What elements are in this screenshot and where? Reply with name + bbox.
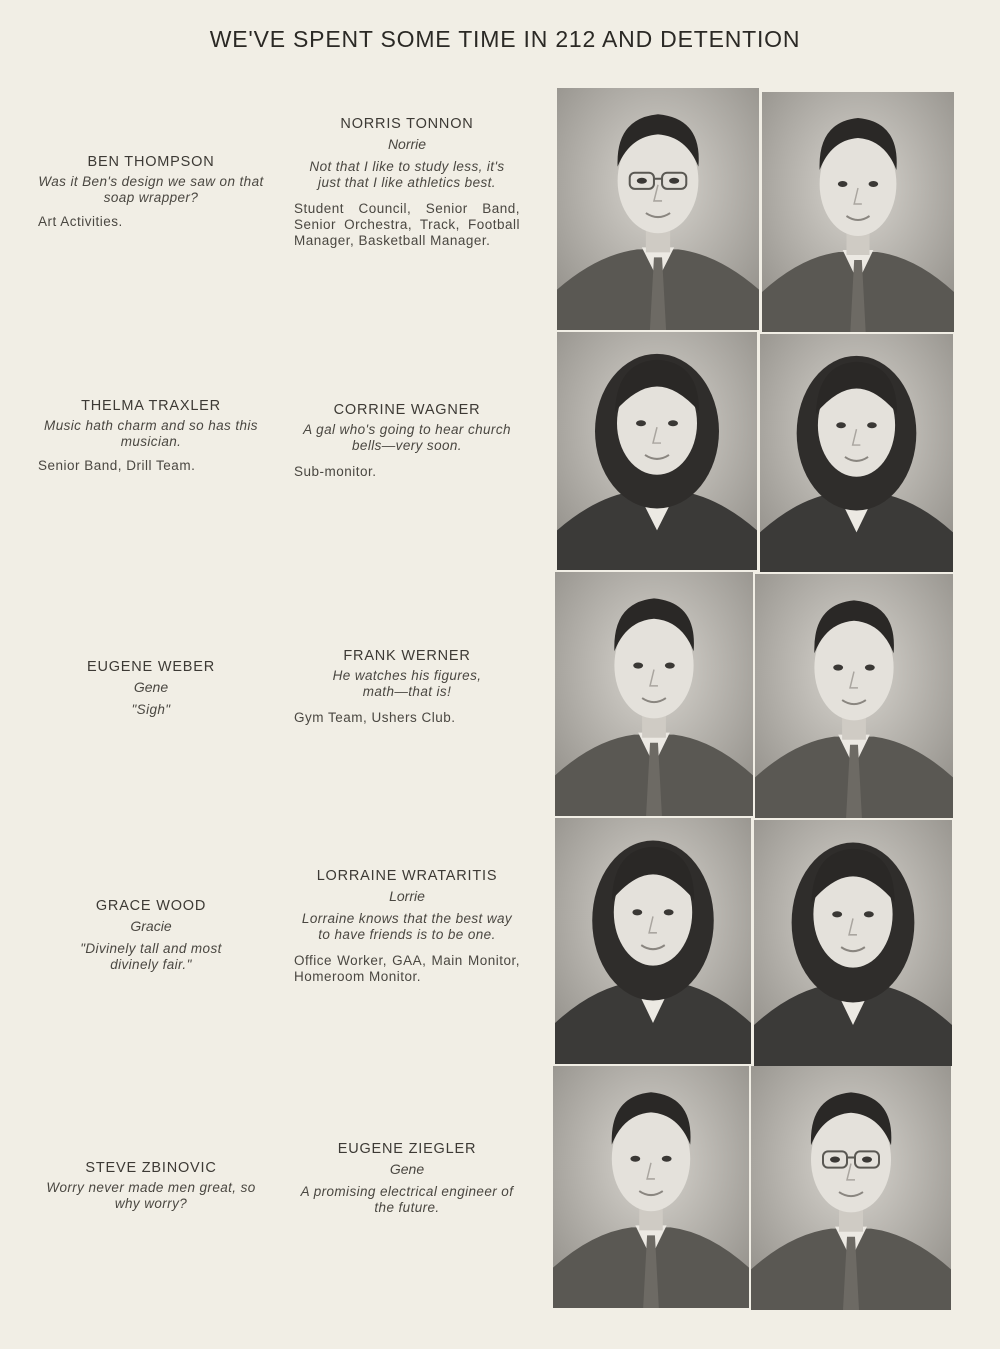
portrait-photo: [751, 1066, 951, 1310]
entry-ben-thompson: [38, 154, 264, 230]
student-nickname: Gracie: [130, 918, 172, 934]
student-name: GRACE WOOD: [95, 898, 207, 914]
portrait-norris-tonnon: [762, 92, 954, 332]
eye: [865, 664, 875, 670]
student-name: STEVE ZBINOVIC: [85, 1160, 217, 1176]
eye: [867, 422, 877, 428]
eye: [636, 420, 646, 426]
student-nickname: Norrie: [387, 136, 427, 152]
eye: [637, 178, 647, 184]
student-name: EUGENE WEBER: [86, 659, 216, 675]
portrait-grace-wood: [555, 818, 751, 1064]
entry-corrine-wagner: [294, 402, 520, 480]
portrait-photo: [754, 820, 952, 1066]
student-name: LORRAINE WRATARITIS: [316, 868, 498, 884]
portrait-photo: [555, 818, 751, 1064]
entry-steve-zbinovic: [38, 1160, 264, 1212]
eye: [662, 1156, 672, 1162]
eye: [668, 420, 678, 426]
portrait-lorraine-wrataritis: [754, 820, 952, 1066]
portrait-photo: [557, 332, 757, 570]
portrait-eugene-weber: [555, 572, 753, 816]
student-nickname: Gene: [389, 1161, 425, 1177]
eye: [869, 181, 879, 187]
student-activities: Gym Team, Ushers Club.: [294, 710, 456, 725]
student-quote: "Divinely tall and most divinely fair.": [80, 941, 222, 972]
student-quote: He watches his figures, math—that is!: [332, 668, 482, 699]
portrait-photo: [555, 572, 753, 816]
portrait-thelma-traxler: [557, 332, 757, 570]
student-name: EUGENE ZIEGLER: [337, 1141, 477, 1157]
eye: [864, 911, 874, 917]
portrait-photo: [755, 574, 953, 818]
eye: [833, 664, 843, 670]
student-name: BEN THOMPSON: [87, 154, 215, 170]
portrait-eugene-ziegler: [751, 1066, 951, 1310]
eye: [664, 909, 674, 915]
student-quote: A promising electrical engineer of the future.: [300, 1184, 514, 1215]
portrait-photo: [760, 334, 953, 572]
eye: [830, 1156, 840, 1162]
entry-thelma-traxler: [38, 398, 264, 474]
portrait-steve-zbinovic: [553, 1066, 749, 1308]
eye: [862, 1156, 872, 1162]
eye: [836, 422, 846, 428]
eye: [630, 1156, 640, 1162]
student-quote: Music hath charm and so has this musician.: [44, 418, 258, 449]
student-quote: Worry never made men great, so why worry?: [46, 1180, 256, 1211]
student-quote: A gal who's going to hear church bells—very soon.: [303, 422, 511, 453]
student-quote: Was it Ben's design we saw on that soap wrapper?: [38, 174, 264, 205]
student-quote: Lorraine knows that the best way to have friends is to be one.: [301, 911, 513, 942]
student-name: THELMA TRAXLER: [81, 398, 221, 414]
portrait-corrine-wagner: [760, 334, 953, 572]
student-activities: Student Council, Senior Band, Senior Orchestra, Track, Football Manager, Basketball Manager.: [294, 201, 520, 248]
entry-frank-werner: [294, 648, 520, 726]
portrait-frank-werner: [755, 574, 953, 818]
entry-eugene-weber: [38, 659, 264, 718]
entry-grace-wood: [38, 898, 264, 973]
student-name: NORRIS TONNON: [340, 116, 474, 132]
student-activities: Art Activities.: [38, 214, 123, 229]
student-activities: Senior Band, Drill Team.: [38, 458, 196, 473]
eye: [665, 662, 675, 668]
entry-lorraine-wrataritis: [294, 868, 520, 985]
student-quote: "Sigh": [131, 702, 171, 717]
eye: [832, 911, 842, 917]
portrait-photo: [557, 88, 759, 330]
student-name: FRANK WERNER: [343, 648, 471, 664]
student-nickname: Lorrie: [389, 888, 425, 904]
portrait-photo: [762, 92, 954, 332]
student-activities: Office Worker, GAA, Main Monitor, Homeroom Monitor.: [294, 953, 520, 984]
student-quote: Not that I like to study less, it's just that I like athletics best.: [309, 159, 505, 190]
eye: [669, 178, 679, 184]
eye: [838, 181, 848, 187]
eye: [633, 662, 643, 668]
entry-norris-tonnon: [294, 116, 520, 249]
student-nickname: Gene: [133, 679, 169, 695]
portrait-ben-thompson: [557, 88, 759, 330]
page-title: WE'VE SPENT SOME TIME IN 212 AND DETENTION: [209, 26, 801, 52]
portrait-photo: [553, 1066, 749, 1308]
entry-eugene-ziegler: [294, 1141, 520, 1216]
eye: [632, 909, 642, 915]
student-activities: Sub-monitor.: [294, 464, 377, 479]
student-name: CORRINE WAGNER: [333, 402, 481, 418]
